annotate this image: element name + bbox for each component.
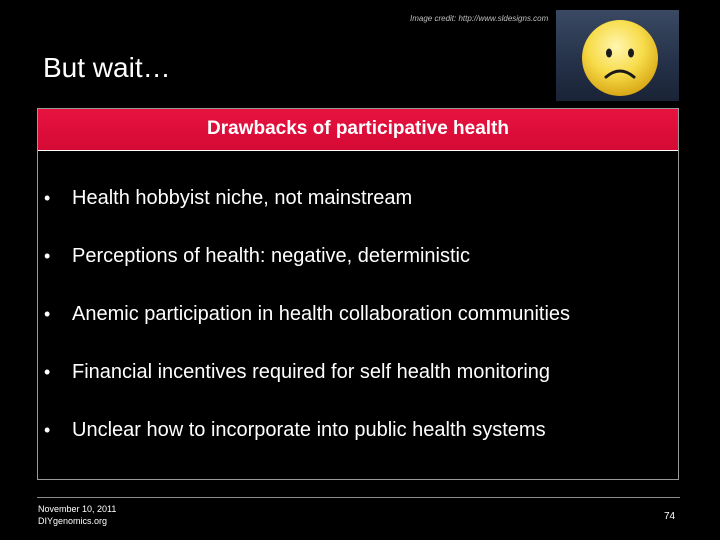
bullet-dot-icon: • [44, 246, 51, 266]
bullet-dot-icon: • [44, 304, 51, 324]
bullet-text: Financial incentives required for self health monitoring [72, 361, 551, 383]
footer-divider [37, 497, 680, 498]
footer-site: DIYgenomics.org [38, 516, 108, 526]
bullet-dot-icon: • [44, 362, 51, 382]
sad-face-image [556, 10, 679, 101]
list-item [44, 245, 470, 268]
bullet-text: Health hobbyist niche, not mainstream [72, 187, 413, 209]
list-item [44, 419, 546, 442]
bullet-text: Unclear how to incorporate into public health systems [72, 419, 546, 441]
sad-face-icon [556, 10, 679, 101]
footer-info [38, 503, 116, 527]
content-box [37, 108, 679, 480]
bullet-dot-icon: • [44, 420, 51, 440]
content-header: Drawbacks of participative health [38, 109, 678, 151]
page-number: 74 [664, 511, 676, 522]
image-credit: Image credit: http://www.sldesigns.com [410, 14, 549, 23]
list-item [44, 303, 570, 326]
list-item [44, 187, 412, 210]
slide-title: But wait… [43, 52, 171, 83]
bullet-dot-icon: • [44, 188, 51, 208]
list-item [44, 361, 550, 384]
bullet-text: Perceptions of health: negative, deterministic [72, 245, 470, 267]
bullet-text: Anemic participation in health collaboration communities [72, 303, 571, 325]
footer-date: November 10, 2011 [38, 504, 117, 514]
